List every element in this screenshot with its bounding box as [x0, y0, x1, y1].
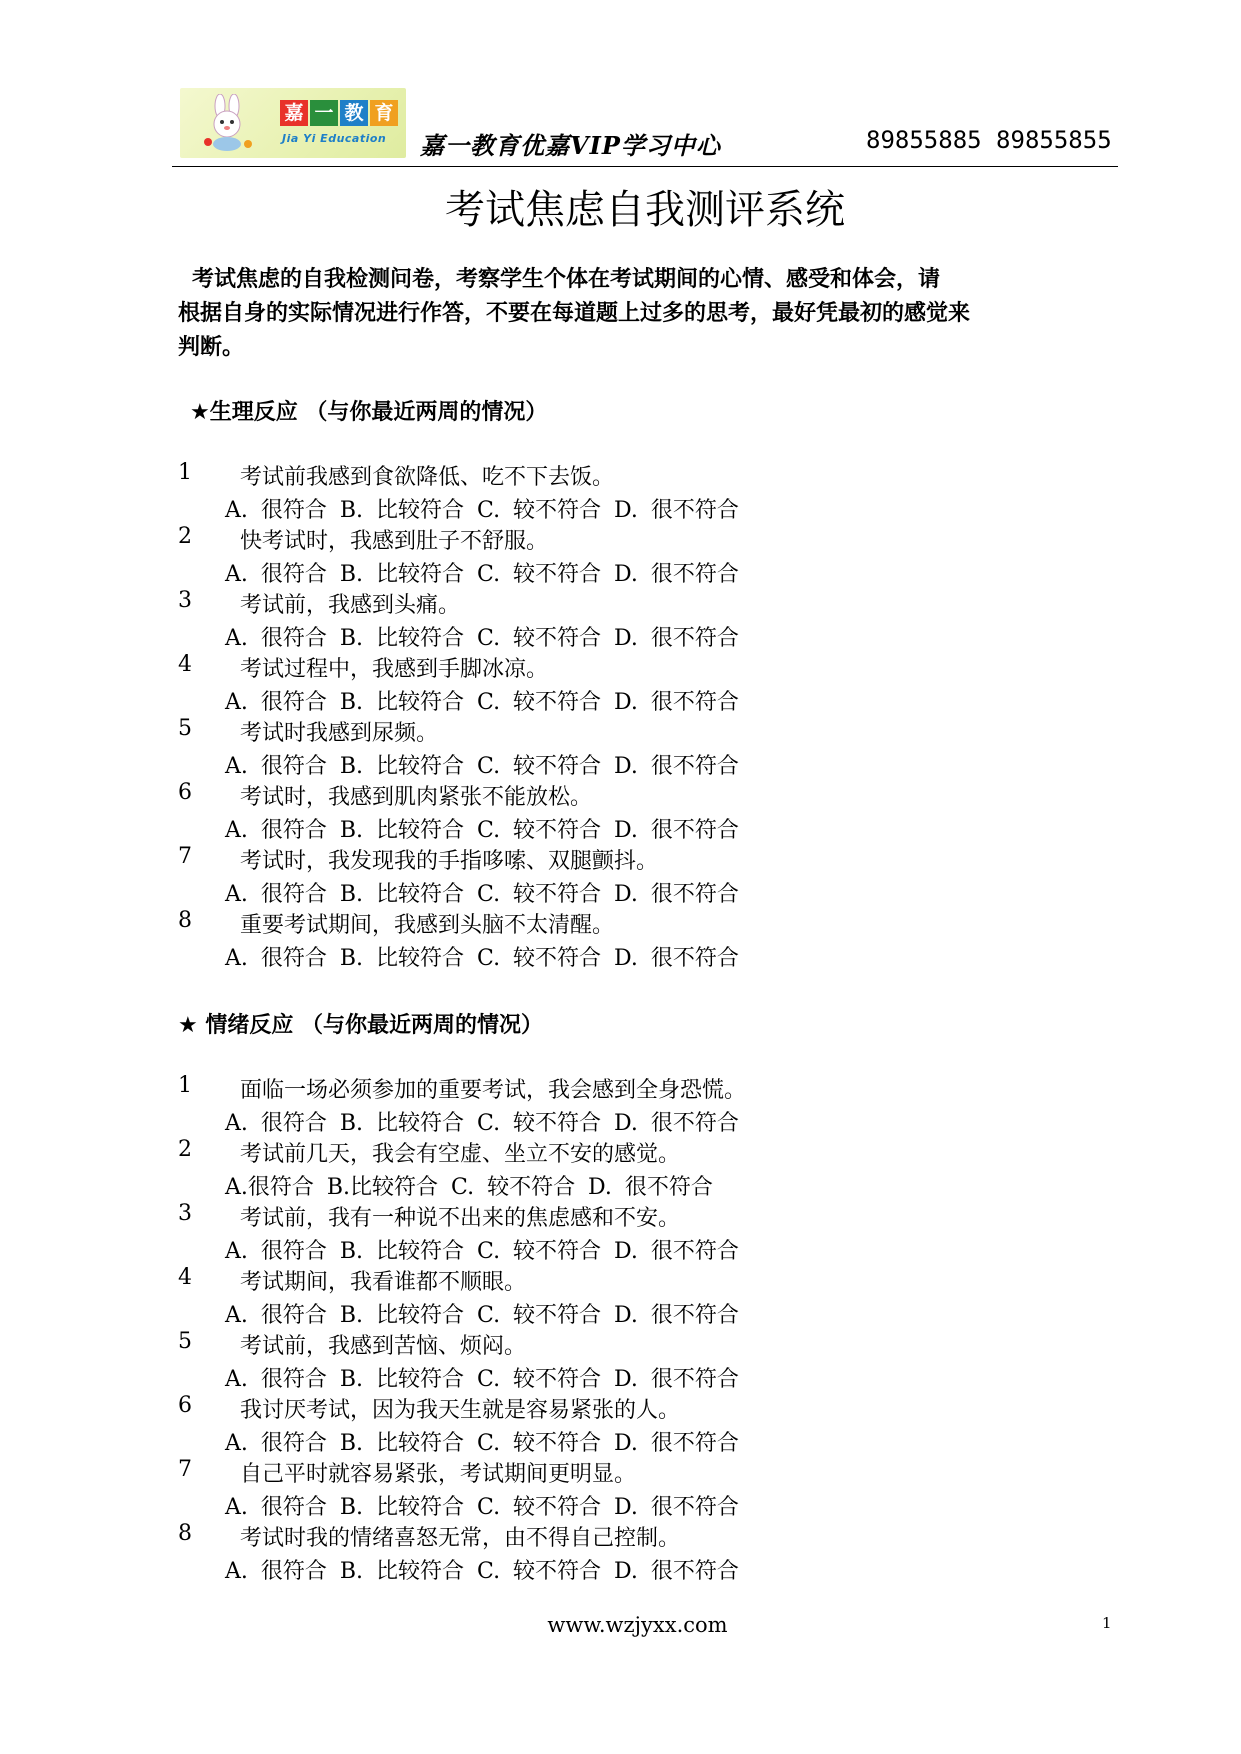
question-text: 考试前，我有一种说不出来的焦虑感和不安。: [240, 1206, 681, 1231]
question-number: 2: [178, 524, 192, 549]
question-number: 5: [178, 716, 192, 741]
question-options: A. 很符合 B. 比较符合 C. 较不符合 D. 很不符合: [225, 1111, 739, 1136]
question-text: 面临一场必须参加的重要考试，我会感到全身恐慌。: [240, 1078, 747, 1103]
question-number: 8: [178, 908, 192, 933]
question-number: 1: [178, 1073, 192, 1098]
logo-char: 育: [370, 100, 398, 126]
question-text: 考试时我感到尿频。: [240, 721, 439, 746]
question-number: 4: [178, 652, 192, 677]
question-options: A. 很符合 B. 比较符合 C. 较不符合 D. 很不符合: [225, 882, 739, 907]
header-divider: [172, 166, 1118, 167]
question-number: 6: [178, 1393, 192, 1418]
question-options: A. 很符合 B. 比较符合 C. 较不符合 D. 很不符合: [225, 562, 739, 587]
footer-url[interactable]: www.wzjyxx.com: [547, 1613, 728, 1637]
question-text: 我讨厌考试，因为我天生就是容易紧张的人。: [240, 1398, 681, 1423]
page-number: 1: [1102, 1614, 1112, 1632]
logo-char: 嘉: [280, 100, 308, 126]
question-number: 8: [178, 1521, 192, 1546]
question-number: 7: [178, 844, 192, 869]
question-text: 快考试时，我感到肚子不舒服。: [240, 529, 549, 554]
intro-line: 判断。: [178, 335, 245, 360]
question-number: 7: [178, 1457, 192, 1482]
question-number: 6: [178, 780, 192, 805]
question-options: A. 很符合 B. 比较符合 C. 较不符合 D. 很不符合: [225, 1559, 739, 1584]
question-options: A.很符合 B.比较符合 C. 较不符合 D. 很不符合: [225, 1175, 713, 1200]
logo-badge: [280, 100, 398, 126]
question-number: 1: [178, 460, 192, 485]
question-options: A. 很符合 B. 比较符合 C. 较不符合 D. 很不符合: [225, 818, 739, 843]
logo-english-text: Jia Yi Education: [282, 132, 387, 145]
section-heading-emotional: ★ 情绪反应 （与你最近两周的情况）: [178, 1013, 544, 1038]
question-number: 3: [178, 1201, 192, 1226]
question-options: A. 很符合 B. 比较符合 C. 较不符合 D. 很不符合: [225, 1303, 739, 1328]
question-options: A. 很符合 B. 比较符合 C. 较不符合 D. 很不符合: [225, 690, 739, 715]
question-options: A. 很符合 B. 比较符合 C. 较不符合 D. 很不符合: [225, 1367, 739, 1392]
question-text: 考试时，我感到肌肉紧张不能放松。: [240, 785, 593, 810]
question-number: 5: [178, 1329, 192, 1354]
bunny-mascot-icon: [198, 94, 258, 152]
question-text: 考试期间，我看谁都不顺眼。: [240, 1270, 527, 1295]
question-text: 自己平时就容易紧张，考试期间更明显。: [240, 1462, 637, 1487]
intro-paragraph: [178, 263, 1078, 365]
question-number: 4: [178, 1265, 192, 1290]
question-number: 3: [178, 588, 192, 613]
question-options: A. 很符合 B. 比较符合 C. 较不符合 D. 很不符合: [225, 626, 739, 651]
question-text: 考试前几天，我会有空虚、坐立不安的感觉。: [240, 1142, 681, 1167]
question-text: 重要考试期间，我感到头脑不太清醒。: [240, 913, 615, 938]
question-text: 考试过程中，我感到手脚冰凉。: [240, 657, 549, 682]
intro-line: 根据自身的实际情况进行作答，不要在每道题上过多的思考，最好凭最初的感觉来: [178, 301, 971, 326]
logo-char: 教: [340, 100, 368, 126]
question-text: 考试前，我感到苦恼、烦闷。: [240, 1334, 527, 1359]
intro-line: 考试焦虑的自我检测问卷，考察学生个体在考试期间的心情、感受和体会，请: [192, 267, 941, 292]
question-options: A. 很符合 B. 比较符合 C. 较不符合 D. 很不符合: [225, 498, 739, 523]
page-title: 考试焦虑自我测评系统: [445, 187, 845, 233]
question-text: 考试前，我感到头痛。: [240, 593, 461, 618]
question-text: 考试时我的情绪喜怒无常，由不得自己控制。: [240, 1526, 681, 1551]
question-text: 考试时，我发现我的手指哆嗦、双腿颤抖。: [240, 849, 659, 874]
question-options: A. 很符合 B. 比较符合 C. 较不符合 D. 很不符合: [225, 1239, 739, 1264]
question-options: A. 很符合 B. 比较符合 C. 较不符合 D. 很不符合: [225, 1431, 739, 1456]
phone-numbers: 89855885 89855855: [866, 126, 1112, 154]
question-number: 2: [178, 1137, 192, 1162]
question-text: 考试前我感到食欲降低、吃不下去饭。: [240, 465, 615, 490]
question-options: A. 很符合 B. 比较符合 C. 较不符合 D. 很不符合: [225, 1495, 739, 1520]
logo: [180, 88, 406, 158]
question-options: A. 很符合 B. 比较符合 C. 较不符合 D. 很不符合: [225, 946, 739, 971]
section-heading-physiological: ★生理反应 （与你最近两周的情况）: [190, 400, 548, 425]
learning-center-name: 嘉一教育优嘉VIP学习中心: [420, 131, 721, 160]
question-options: A. 很符合 B. 比较符合 C. 较不符合 D. 很不符合: [225, 754, 739, 779]
logo-char: 一: [310, 100, 338, 126]
